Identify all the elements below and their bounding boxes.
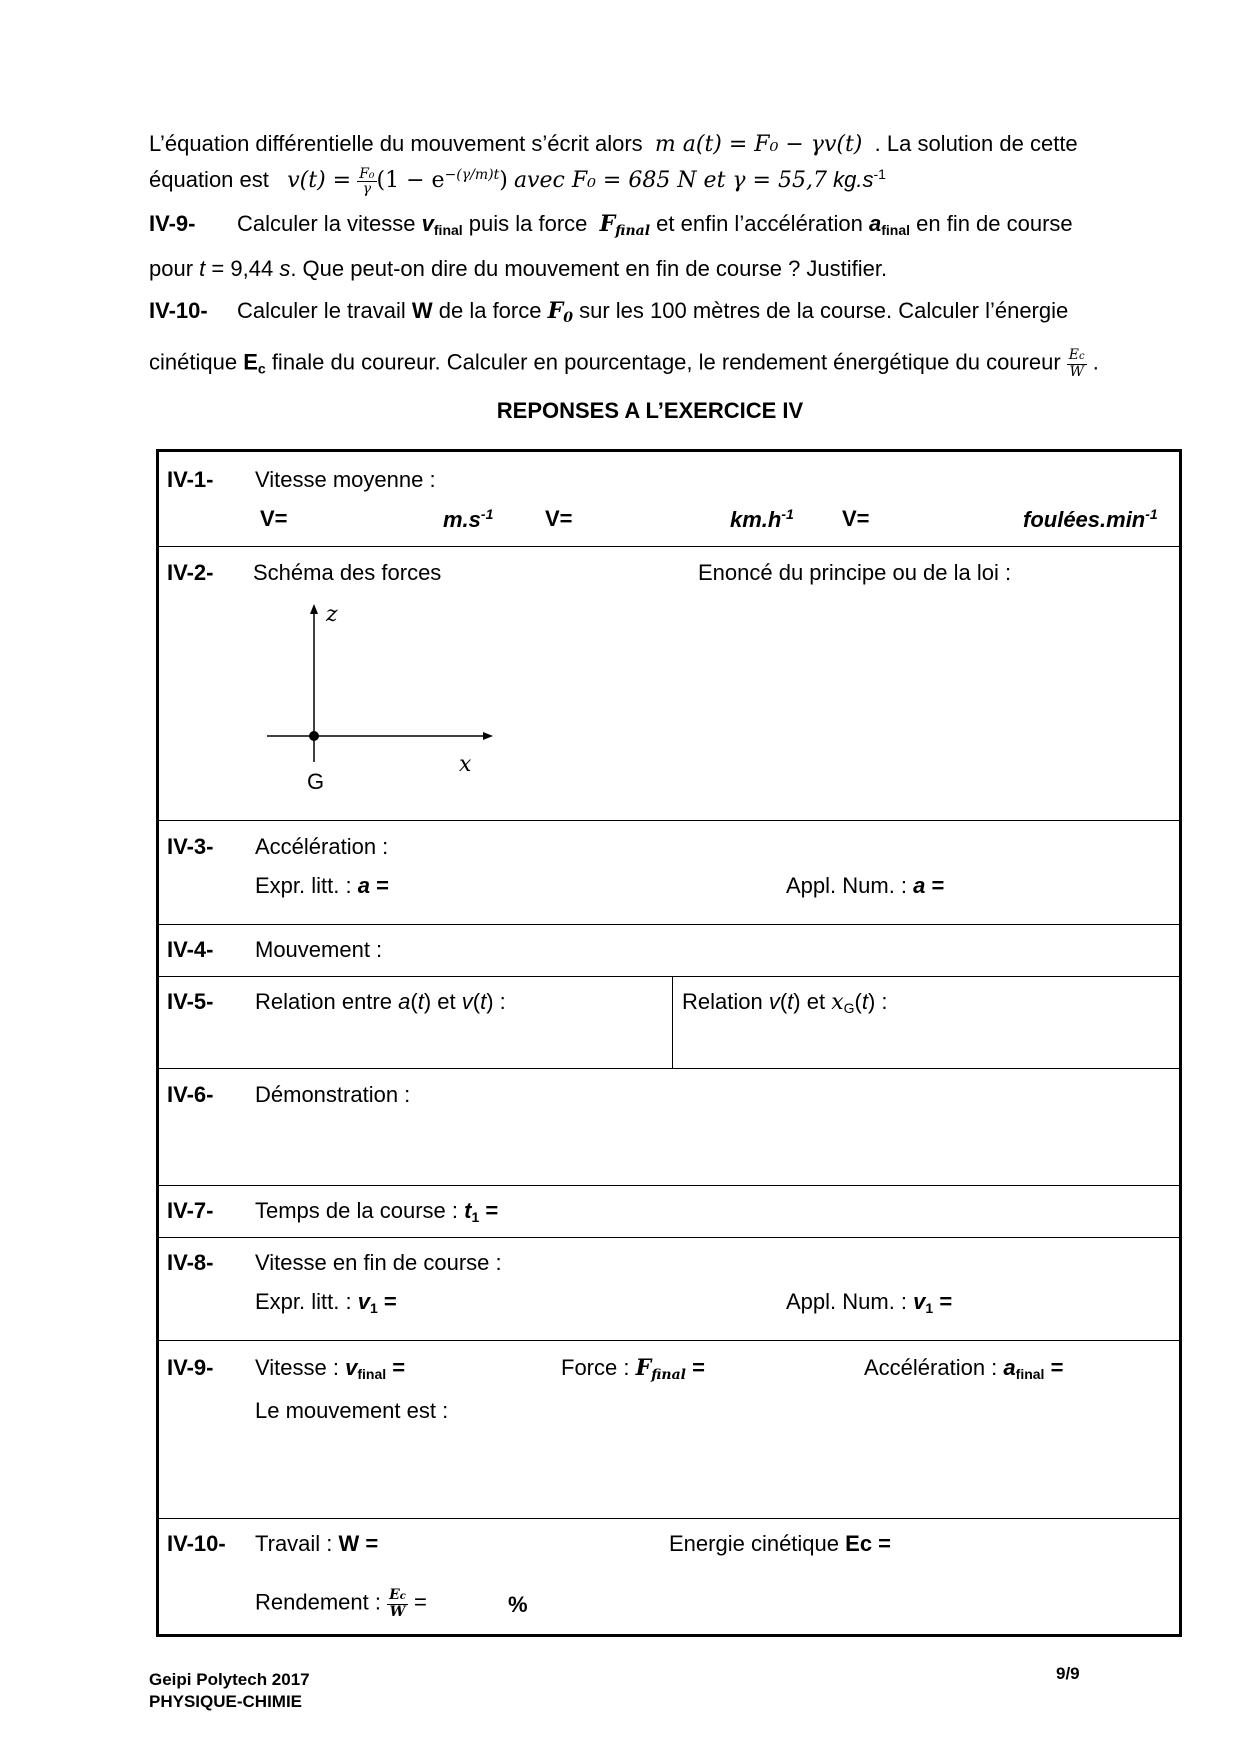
r5-rd: ( <box>854 989 862 1014</box>
unit-kgs: kg.s <box>833 167 874 192</box>
r1-title: Vitesse moyenne : <box>255 467 436 492</box>
r9-acc <box>864 1355 1063 1382</box>
q9-v: v <box>421 211 434 236</box>
r10-rendement <box>255 1588 427 1619</box>
question-9-line-1 <box>149 211 195 237</box>
r9-F: F <box>635 1355 652 1381</box>
r8-appl-eq: = <box>939 1289 953 1314</box>
frac-den: γ <box>362 180 372 197</box>
r8-expr-eq: = <box>383 1289 397 1314</box>
solution-constants: avec F₀ = 685 N et γ = 55,7 <box>513 168 827 193</box>
intro-line-2 <box>149 166 1145 196</box>
r9-label: IV-9- <box>167 1355 214 1380</box>
r3-appl <box>786 873 944 899</box>
r3-expr <box>255 873 389 899</box>
intro-text-2: équation est <box>149 167 269 192</box>
equation-motion: m a(t) = F₀ − γv(t) <box>654 132 863 157</box>
r1-unit-1 <box>443 506 493 533</box>
solution-fraction <box>357 167 376 196</box>
r9-F-sub: final <box>651 1367 686 1383</box>
row-divider <box>159 976 1179 977</box>
q9-l2-a: pour <box>149 256 194 281</box>
r10-frac-num-sub: c <box>399 1591 406 1602</box>
r1-unit-2 <box>730 506 794 533</box>
q10-Ec-sub: c <box>257 360 266 377</box>
r7-label: IV-7- <box>167 1198 214 1223</box>
q10-fraction <box>1067 348 1087 379</box>
r1-u3: foulées.min <box>1023 507 1146 532</box>
r1-u2-exp: -1 <box>781 506 794 522</box>
z-arrow-icon <box>310 604 318 614</box>
r9-v-eq: = <box>392 1355 406 1380</box>
r1-v2: V= <box>545 506 573 531</box>
q9-text-2: puis la force <box>468 211 588 236</box>
solution-lhs: v(t) = <box>287 168 352 193</box>
q9-l2-b: = 9,44 <box>211 256 274 281</box>
row-divider <box>159 1068 1179 1069</box>
r5-rb: ( <box>779 989 788 1014</box>
r5-la: Relation entre <box>255 989 392 1014</box>
r5-ld: ( <box>472 989 481 1014</box>
r10-eq: = <box>413 1589 427 1615</box>
r9-F-eq: = <box>692 1355 705 1380</box>
r9-a-eq: = <box>1050 1355 1064 1380</box>
intro-text: L’équation différentielle du mouvement s’écrit alors <box>149 131 643 156</box>
point-G-label: G <box>307 769 325 794</box>
solution-paren: (1 − e <box>376 168 445 193</box>
q10-frac-num: E <box>1068 347 1080 363</box>
r1-u1-exp: -1 <box>480 506 494 522</box>
row-divider <box>159 1518 1179 1519</box>
r5-lb: ( <box>410 989 418 1014</box>
r1-v3: V= <box>842 506 870 531</box>
r2-title: Schéma des forces <box>253 560 442 585</box>
r10-ec-text: Energie cinétique <box>669 1531 840 1556</box>
solution-exponent: −(γ/m)t <box>444 167 500 183</box>
q10-end: . <box>1092 349 1099 375</box>
question-10-text <box>237 298 1068 326</box>
q9-text-4: en fin de course <box>916 211 1073 236</box>
r10-label: IV-10- <box>167 1531 226 1556</box>
r3-label: IV-3- <box>167 834 214 859</box>
r8-expr-text: Expr. litt. : <box>255 1289 352 1314</box>
r9-v: v <box>345 1355 358 1380</box>
r5-rv: v <box>768 989 780 1014</box>
q9-a-sub: final <box>881 222 910 238</box>
r10-travail <box>255 1531 378 1557</box>
r10-ec-var: Ec = <box>845 1531 892 1556</box>
point-G <box>309 731 319 741</box>
q9-l2-t: t <box>199 256 206 281</box>
r9-vitesse <box>255 1355 405 1382</box>
r9-force-text: Force : <box>561 1355 630 1380</box>
q9-text-1: Calculer la vitesse <box>237 211 416 236</box>
r3-expr-var: a <box>357 873 370 898</box>
force-diagram <box>259 600 499 770</box>
r4-label: IV-4- <box>167 937 214 962</box>
r10-energie <box>669 1531 891 1557</box>
r7-eq: = <box>485 1198 499 1223</box>
unit-exp: -1 <box>873 166 886 182</box>
r7-var-sub: 1 <box>471 1209 480 1225</box>
r5-left <box>255 989 506 1015</box>
section-title: REPONSES A L’EXERCICE IV <box>496 398 804 423</box>
r10-frac-den: W <box>389 1604 406 1620</box>
question-9-text <box>237 211 1073 239</box>
r10-rend-text: Rendement : <box>255 1589 381 1615</box>
r1-label: IV-1- <box>167 467 214 492</box>
row-divider <box>159 546 1179 547</box>
r10-percent: % <box>508 1592 528 1617</box>
row-divider <box>159 924 1179 925</box>
col-divider <box>672 976 673 1068</box>
r9-v-sub: final <box>357 1366 387 1382</box>
r8-appl <box>786 1289 952 1316</box>
q10-text-1: Calculer le travail <box>237 298 406 323</box>
r9-a-sub: final <box>1015 1366 1045 1382</box>
r5-rt2: t <box>861 989 868 1014</box>
q9-a: a <box>868 211 882 236</box>
page-number: 9/9 <box>1056 1664 1080 1683</box>
r8-label: IV-8- <box>167 1250 214 1275</box>
row-divider <box>159 1185 1179 1186</box>
r5-rt: t <box>787 989 794 1014</box>
r5-lc: ) et <box>423 989 456 1014</box>
q9-v-sub: final <box>433 222 463 238</box>
r9-mouvement: Le mouvement est : <box>255 1398 449 1423</box>
q10-label: IV-10- <box>149 298 208 323</box>
q10-l2-b: finale du coureur. Calculer en pourcentage, le rendement énergétique du coureur <box>271 349 1061 375</box>
r3-appl-text: Appl. Num. : <box>786 873 908 898</box>
r1-v1: V= <box>260 506 288 531</box>
r9-a: a <box>1003 1355 1016 1380</box>
q9-F: F <box>599 211 616 237</box>
q10-F0-sub: 0 <box>563 310 573 326</box>
r3-appl-var: a <box>913 873 926 898</box>
question-10-label <box>149 298 208 324</box>
question-10-line-2 <box>149 348 1099 379</box>
r1-u3-exp: -1 <box>1145 506 1158 522</box>
r4-title: Mouvement : <box>255 937 383 962</box>
q9-label: IV-9- <box>149 211 196 236</box>
r3-appl-eq: = <box>931 873 945 898</box>
q10-frac-num-sub: c <box>1079 351 1085 362</box>
r9-vit: Vitesse : <box>255 1355 339 1380</box>
r5-label: IV-5- <box>167 989 214 1014</box>
r1-u2: km.h <box>730 507 782 532</box>
r6-label: IV-6- <box>167 1082 214 1107</box>
r1-u1: m.s <box>443 507 481 532</box>
r8-title: Vitesse en fin de course : <box>255 1250 502 1275</box>
r10-frac-num: E <box>389 1587 400 1603</box>
r9-acc-text: Accélération : <box>864 1355 998 1380</box>
r5-lt2: t <box>480 989 487 1014</box>
axis-x-label: x <box>459 752 472 777</box>
r3-expr-eq: = <box>376 873 389 898</box>
q9-l2-c: . Que peut-on dire du mouvement en fin de course ? Justifier. <box>290 256 888 281</box>
intro-line-1 <box>149 131 1145 157</box>
footer-exam: Geipi Polytech 2017 <box>149 1670 310 1689</box>
q9-l2-s: s <box>279 256 291 281</box>
row-divider <box>159 820 1179 821</box>
r5-lat: a <box>398 989 411 1014</box>
r9-force <box>561 1355 705 1383</box>
r5-re: ) : <box>867 989 888 1014</box>
r7-content <box>255 1198 498 1225</box>
r3-expr-text: Expr. litt. : <box>255 873 352 898</box>
r10-trav: Travail : <box>255 1531 333 1556</box>
answer-table <box>156 449 1182 1637</box>
r7-title: Temps de la course : <box>255 1198 458 1223</box>
r5-rxsub: G <box>843 1000 855 1016</box>
r10-fraction <box>387 1588 408 1619</box>
q10-text-3: sur les 100 mètres de la course. Calculer l’énergie <box>579 298 1069 323</box>
r10-W: W = <box>338 1531 379 1556</box>
r5-lvt: v <box>461 989 473 1014</box>
x-arrow-icon <box>483 732 493 740</box>
row-divider <box>159 1340 1179 1341</box>
r1-unit-3 <box>1023 506 1158 533</box>
frac-num: F₀ <box>359 165 375 182</box>
r2-right-title: Enoncé du principe ou de la loi : <box>698 560 1012 585</box>
r8-expr <box>255 1289 397 1316</box>
r3-title: Accélération : <box>255 834 389 859</box>
r8-expr-sub: 1 <box>369 1300 378 1316</box>
intro-text-end: . La solution de cette <box>874 131 1078 156</box>
q9-text-3: et enfin l’accélération <box>656 211 863 236</box>
r8-appl-var: v <box>913 1289 926 1314</box>
r8-appl-text: Appl. Num. : <box>786 1289 908 1314</box>
q10-Ec: E <box>243 349 258 375</box>
row-divider <box>159 1237 1179 1238</box>
footer-subject: PHYSIQUE-CHIMIE <box>149 1692 303 1711</box>
r6-title: Démonstration : <box>255 1082 411 1107</box>
q10-text-2: de la force <box>438 298 542 323</box>
axis-z-label: z <box>326 602 338 627</box>
r5-lt: t <box>417 989 424 1014</box>
q9-F-sub: final <box>615 223 651 239</box>
q10-F0: F <box>547 298 564 324</box>
r7-var: t <box>464 1198 472 1223</box>
solution-close: ) <box>499 168 508 193</box>
r5-rc: ) et <box>793 989 826 1014</box>
r8-expr-var: v <box>357 1289 370 1314</box>
q10-l2-a: cinétique <box>149 349 238 375</box>
r5-rx: x <box>831 990 844 1015</box>
r5-right <box>682 989 888 1016</box>
r2-label: IV-2- <box>167 560 214 585</box>
r5-le: ) : <box>486 989 506 1014</box>
q10-W: W <box>411 298 433 323</box>
q10-frac-den: W <box>1069 364 1084 380</box>
r8-appl-sub: 1 <box>925 1300 934 1316</box>
question-9-line-2 <box>149 256 887 282</box>
r5-ra: Relation <box>682 989 763 1014</box>
